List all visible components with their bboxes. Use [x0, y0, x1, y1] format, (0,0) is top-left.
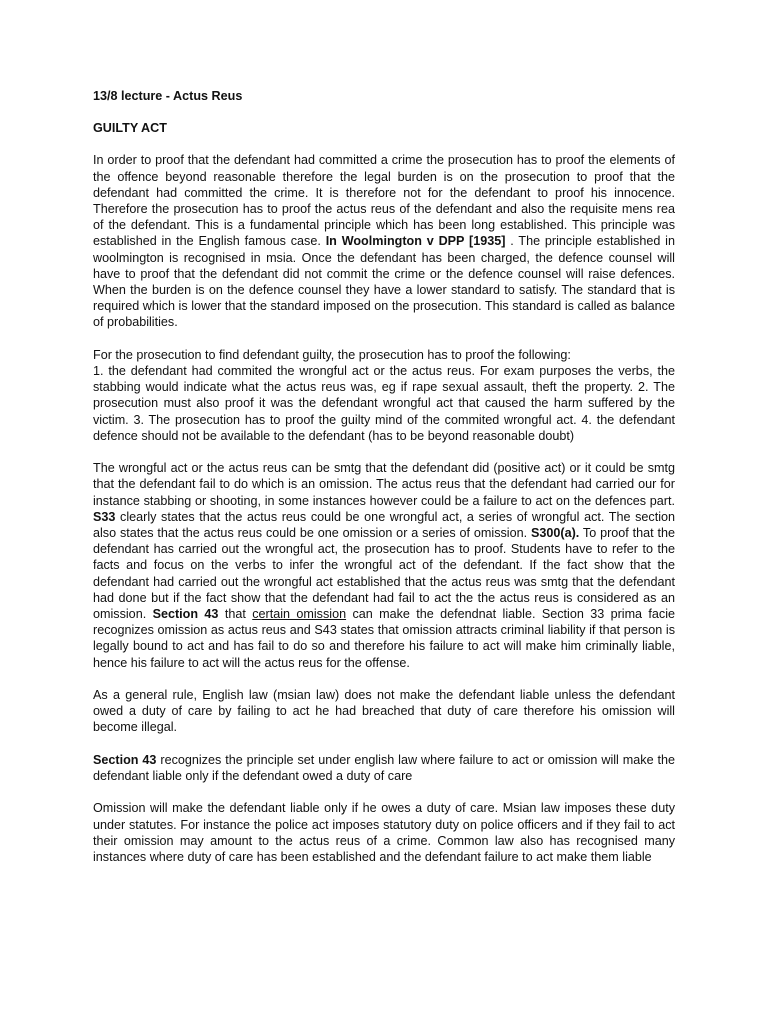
- p3-text-c: To proof that the defendant has carried out the wrongful act, the prosecution has to proof. Students have to refer to the facts and focus on the verbs to infer the wrongful act of the defendant. If the fact show that the defendant had carried out the wrongful act established that the actus reus was smtg that the defendant had done but if the fact show that the defendant had fail to act the the actus reus is considered as an omission.: [93, 526, 676, 622]
- underlined-certain-omission: certain omission: [252, 607, 347, 622]
- lecture-title: 13/8 lecture - Actus Reus: [93, 89, 243, 103]
- p3-text-b: clearly states that the actus reus could be one wrongful act, a series of wrongful act. The section also states that the actus reus could be one omission or a series of omission.: [93, 509, 676, 541]
- section-ref-s43-second: Section 43: [93, 752, 157, 767]
- p3-text-a: The wrongful act or the actus reus can be smtg that the defendant did (positive act) or it could be smtg that the defendant fail to do which is an omission. The actus reus that the defendant had carried our for instance stabbing or shooting, in some instances however could be a failure to act on the defences part.: [93, 461, 675, 508]
- paragraph-wrongful-act: [93, 460, 675, 671]
- case-citation-woolmington: In Woolmington v DPP [1935]: [325, 234, 506, 249]
- section-ref-s300a: S300(a).: [530, 526, 580, 541]
- p3-text-e: can make the defendnat liable. Section 33 prima facie recognizes omission as actus reus and S43 states that omission attracts criminal liability if that person is legally bound to act and has fail to do so and therefore his failure to act will make him criminally liable, hence his failure to act will the actus reus for the offense.: [93, 607, 676, 670]
- document-page: [93, 88, 675, 865]
- p3-text-d: that: [224, 607, 246, 622]
- p2-list: 1. the defendant had commited the wrongful act or the actus reus. For exam purposes the verbs, the stabbing would indicate what the actus reus was, eg if rape sexual assault, theft the property. 2. The prosecution must also proof it was the defendant wrongful act that caused the harm suffered by the victim. 3. The prosecution has to proof the guilty mind of the commited wrongful act. 4. the defendant defence should not be available to the defendant (has to be beyond reasonable doubt): [93, 364, 675, 443]
- p1-text-b: . The principle established in woolmington is recognised in msia. Once the defendant has been charged, the defence counsel will have to proof that the defendant did not commit the crime or the defence counsel will raise defences. When the burden is on the defence counsel they have a lower standard to satisfy. The standard that is required which is lower that the standard imposed on the prosecution. This standard is called as balance of probabilities.: [93, 234, 675, 330]
- section-heading: GUILTY ACT: [93, 121, 167, 136]
- paragraph-burden-of-proof: [93, 152, 675, 330]
- p2-intro: For the prosecution to find defendant guilty, the prosecution has to proof the following:: [93, 347, 571, 362]
- section-ref-s43: Section 43: [152, 607, 219, 622]
- paragraph-prosecution-elements: [93, 347, 675, 444]
- paragraph-general-rule: As a general rule, English law (msian law) does not make the defendant liable unless the defendant owed a duty of care by failing to act he had breached that duty of care therefore his omission will become illegal.: [93, 688, 675, 735]
- paragraph-duty-of-care: Omission will make the defendant liable only if he owes a duty of care. Msian law imposes these duty under statutes. For instance the police act imposes statutory duty on police officers and if they fail to act their omission may amount to the actus reus of a crime. Common law also has recognised many instances where duty of care has been established and the defendant failure to act make them liable: [93, 801, 675, 865]
- p5-text: recognizes the principle set under english law where failure to act or omission will make the defendant liable only if the defendant owed a duty of care: [93, 752, 676, 784]
- section-ref-s33: S33: [93, 509, 116, 524]
- p1-text-a: In order to proof that the defendant had committed a crime the prosecution has to proof the elements of the offence beyond reasonable therefore the legal burden is on the prosecution to proof that the defendant had committed the crime. It is therefore not for the defendant to proof his innocence. Therefore the prosecution has to proof the actus reus of the defendant and also the requisite mens rea of the defendant. This is a fundamental principle which has been long established. This principle was established in the English famous case.: [93, 153, 675, 249]
- paragraph-section-43: [93, 752, 675, 784]
